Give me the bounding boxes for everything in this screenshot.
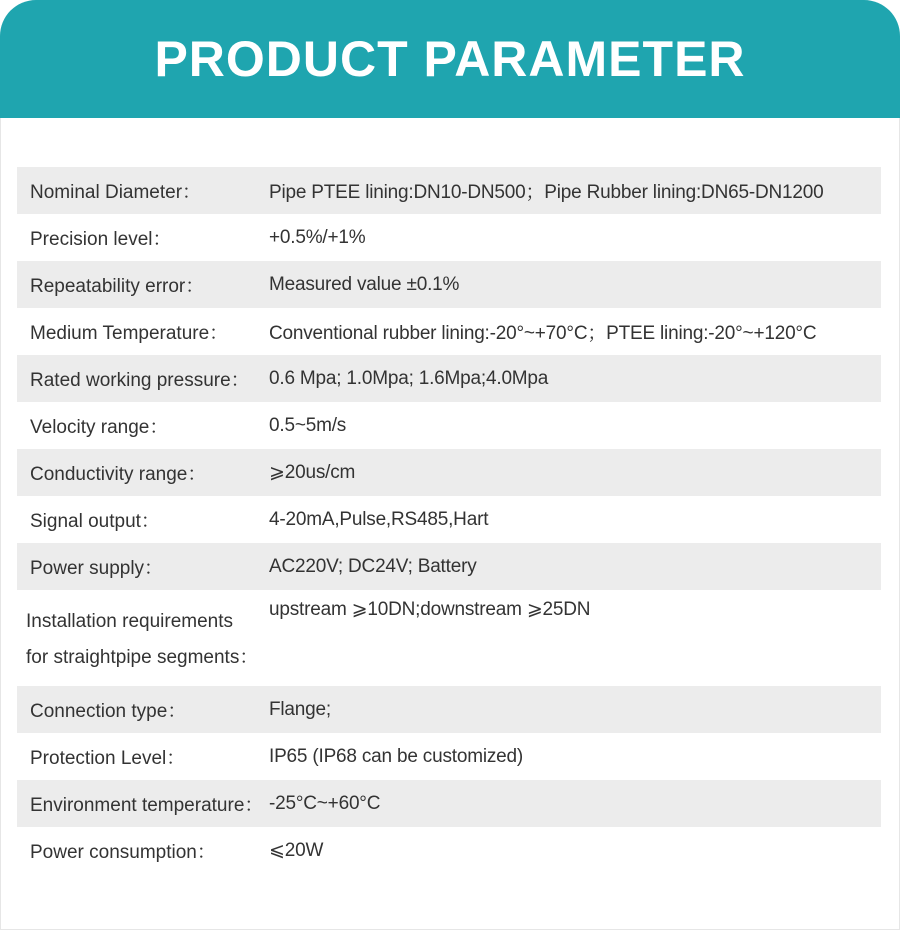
table-row	[17, 355, 881, 402]
row-value: ⩽20W	[269, 840, 324, 861]
row-value: IP65 (IP68 can be customized)	[269, 745, 524, 767]
table-row	[17, 496, 881, 543]
table-row	[17, 827, 881, 874]
row-value: ⩾20us/cm	[269, 462, 356, 483]
parameter-table	[17, 167, 881, 874]
row-value: Flange;	[269, 698, 331, 720]
row-label-line: for straightpipe segments：	[26, 647, 259, 668]
row-label: Precision level：	[30, 229, 172, 250]
row-label: Conductivity range：	[30, 464, 207, 485]
table-row	[17, 733, 881, 780]
row-label: Power supply：	[30, 558, 164, 579]
page-title: PRODUCT PARAMETER	[154, 31, 746, 87]
row-value: Measured value ±0.1%	[269, 273, 460, 295]
table-row	[17, 449, 881, 496]
row-value: 0.6 Mpa; 1.0Mpa; 1.6Mpa;4.0Mpa	[269, 367, 549, 389]
row-label: Power consumption：	[30, 842, 216, 863]
row-label: Signal output：	[30, 511, 160, 532]
row-label: Medium Temperature：	[30, 323, 229, 344]
table-row	[17, 261, 881, 308]
row-value: 4-20mA,Pulse,RS485,Hart	[269, 508, 489, 530]
table-row	[17, 590, 881, 686]
row-value: Conventional rubber lining:-20°~+70°C；PTEE lining:-20°~+120°C	[269, 323, 817, 344]
row-label: Repeatability error：	[30, 276, 205, 297]
table-row	[17, 167, 881, 214]
row-label: Environment temperature：	[30, 795, 264, 816]
table-row	[17, 780, 881, 827]
row-label	[17, 590, 269, 676]
row-label-line: Installation requirements	[26, 611, 233, 632]
table-row	[17, 402, 881, 449]
table-row	[17, 686, 881, 733]
table-row	[17, 543, 881, 590]
row-value: 0.5~5m/s	[269, 414, 347, 436]
row-label: Connection type：	[30, 701, 187, 722]
row-value: +0.5%/+1%	[269, 226, 366, 248]
row-label: Nominal Diameter：	[30, 182, 202, 203]
row-value: upstream ⩾10DN;downstream ⩾25DN	[269, 599, 591, 620]
row-value: Pipe PTEE lining:DN10-DN500；Pipe Rubber lining:DN65-DN1200	[269, 182, 824, 203]
row-label: Protection Level：	[30, 748, 186, 769]
row-label: Rated working pressure：	[30, 370, 250, 391]
row-value: AC220V; DC24V; Battery	[269, 555, 477, 577]
row-value: -25°C~+60°C	[269, 792, 381, 814]
row-label: Velocity range：	[30, 417, 169, 438]
table-row	[17, 308, 881, 355]
table-row	[17, 214, 881, 261]
header-banner	[0, 0, 900, 118]
